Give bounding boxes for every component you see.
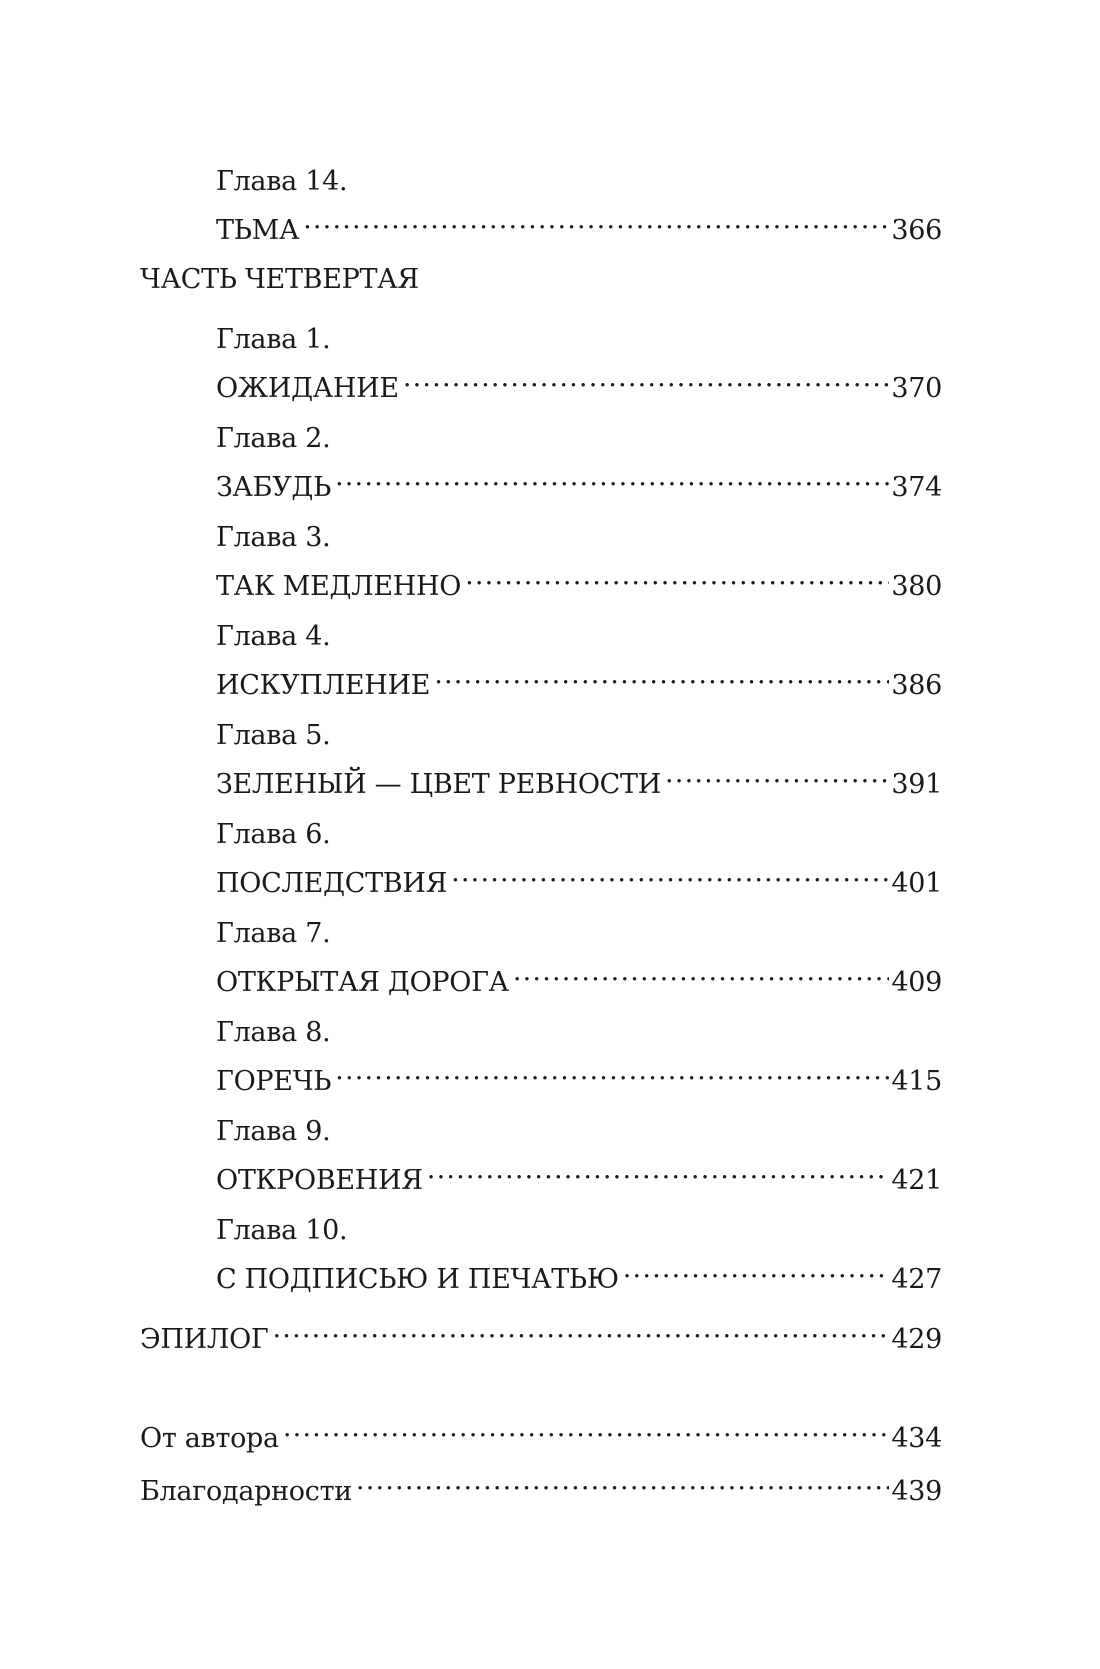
leader-dots (465, 559, 889, 595)
part-heading: ЧАСТЬ ЧЕТВЕРТАЯ (140, 264, 419, 295)
chapter-label: Глава 2. (216, 423, 331, 454)
leader-dots (427, 1153, 890, 1189)
back-matter-title: От автора (140, 1423, 279, 1454)
toc-entry[interactable] (216, 856, 942, 899)
leader-dots (303, 203, 889, 239)
chapter-title: ПОСЛЕДСТВИЯ (216, 868, 448, 899)
toc-entry-author-note[interactable] (140, 1411, 942, 1454)
chapter-label: Глава 3. (216, 522, 331, 553)
chapter-label: Глава 6. (216, 819, 331, 850)
page-number: 421 (891, 1165, 942, 1196)
toc-entry[interactable] (216, 203, 942, 246)
chapter-title: ГОРЕЧЬ (216, 1066, 332, 1097)
toc-entry[interactable] (216, 658, 942, 701)
chapter-title: ОЖИДАНИЕ (216, 373, 399, 404)
leader-dots (623, 1252, 890, 1288)
chapter-title: ЗАБУДЬ (216, 472, 331, 503)
chapter-title: С ПОДПИСЬЮ И ПЕЧАТЬЮ (216, 1264, 619, 1295)
leader-dots (665, 757, 889, 793)
leader-dots (403, 361, 890, 397)
page-number: 415 (891, 1066, 942, 1097)
toc-entry[interactable] (216, 757, 942, 800)
page-number: 374 (891, 472, 942, 503)
chapter-title: ОТКРОВЕНИЯ (216, 1165, 423, 1196)
chapter-title: ОТКРЫТАЯ ДОРОГА (216, 967, 509, 998)
leader-dots (283, 1411, 890, 1447)
chapter-title: ИСКУПЛЕНИЕ (216, 670, 431, 701)
toc-entry[interactable] (216, 1054, 942, 1097)
page-number: 380 (891, 571, 942, 602)
page-number: 366 (891, 215, 942, 246)
leader-dots (356, 1464, 889, 1500)
toc-entry[interactable] (216, 1153, 942, 1196)
leader-dots (335, 1054, 889, 1090)
toc-entry[interactable] (216, 460, 942, 503)
page-number: 434 (891, 1423, 942, 1454)
chapter-label: Глава 9. (216, 1116, 331, 1147)
epilogue-title: ЭПИЛОГ (140, 1324, 269, 1355)
leader-dots (513, 955, 890, 991)
leader-dots (451, 856, 889, 892)
chapter-title: ЗЕЛЕНЫЙ — ЦВЕТ РЕВНОСТИ (216, 769, 661, 800)
chapter-label: Глава 1. (216, 324, 331, 355)
leader-dots (273, 1312, 890, 1348)
page-number: 370 (891, 373, 942, 404)
toc-entry-acknowledgements[interactable] (140, 1464, 942, 1507)
chapter-label: Глава 10. (216, 1215, 348, 1246)
leader-dots (335, 460, 889, 496)
chapter-label: Глава 5. (216, 720, 331, 751)
page-number: 401 (891, 868, 942, 899)
chapter-label: Глава 8. (216, 1017, 331, 1048)
toc-entry[interactable] (216, 559, 942, 602)
page-number: 439 (891, 1476, 942, 1507)
back-matter-title: Благодарности (140, 1476, 352, 1507)
chapter-label: Глава 14. (216, 166, 348, 197)
page-number: 429 (891, 1324, 942, 1355)
leader-dots (434, 658, 889, 694)
page-number: 391 (891, 769, 942, 800)
chapter-title: ТЬМА (216, 215, 300, 246)
chapter-title: ТАК МЕДЛЕННО (216, 571, 462, 602)
page-number: 386 (891, 670, 942, 701)
chapter-label: Глава 7. (216, 918, 331, 949)
toc-entry[interactable] (216, 1252, 942, 1295)
page-number: 409 (891, 967, 942, 998)
toc-entry[interactable] (216, 955, 942, 998)
chapter-label: Глава 4. (216, 621, 331, 652)
toc-entry[interactable] (216, 361, 942, 404)
toc-entry-epilogue[interactable] (140, 1312, 942, 1355)
page-number: 427 (891, 1264, 942, 1295)
